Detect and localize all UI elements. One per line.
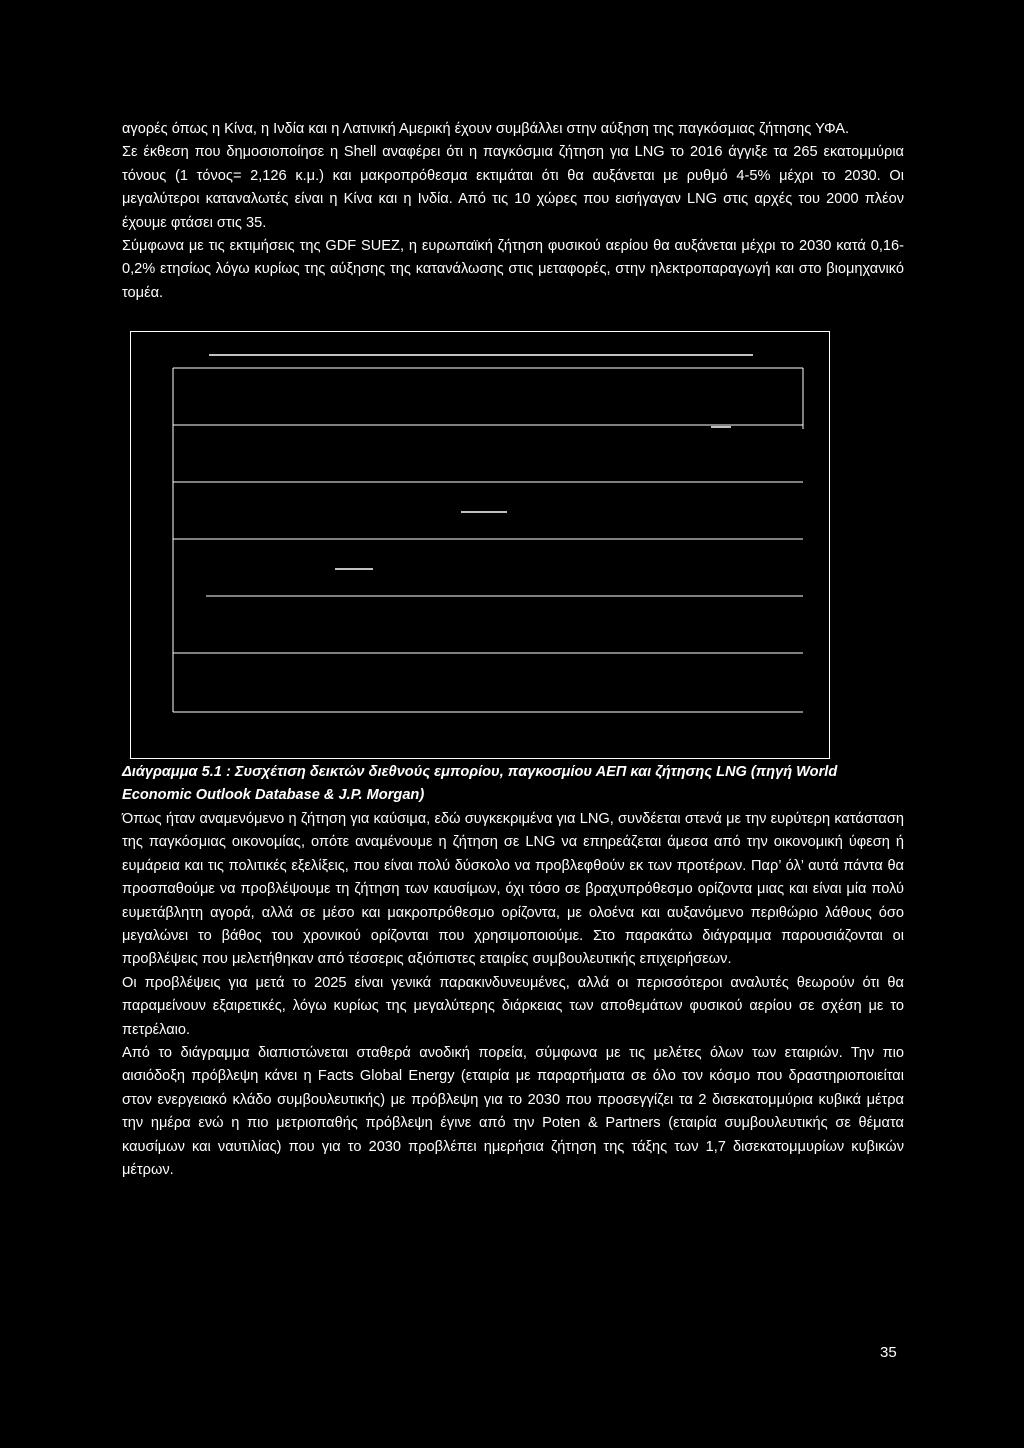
intro-text [122,118,904,305]
paragraph: Από το διάγραμμα διαπιστώνεται σταθερά ανοδική πορεία, σύμφωνα με τις μελέτες όλων των εταιριών. Την πιο αισιόδοξη πρόβλεψη κάνει η Facts Global Energy (εταιρία με παραρτήματα σε όλο τον κόσμο που δραστηριοποιείται στον ενεργειακό κλάδο συμβουλευτικής) με πρόβλεψη για το 2030 που προσεγγίζει τα 2 δισεκατομμύρια κυβικά μέτρα την ημέρα ενώ η πιο μετριοπαθής πρόβλεψη έγινε από την Poten & Partners (εταιρία συμβουλευτικής σε θέματα καυσίμων και ναυτιλίας) που για το 2030 προβλέπει ημερήσια ζήτηση της τάξης των 1,7 δισεκατομμυρίων κυβικών μέτρων. [122,1045,904,1179]
paragraph: Σε έκθεση που δημοσιοποίησε η Shell αναφέρει ότι η παγκόσμια ζήτηση για LNG το 2016 άγγιξε τα 265 εκατομμύρια τόνους (1 τόνος= 2,126 κ.μ.) και μακροπρόθεσμα εκτιμάται ότι θα αυξάνεται με ρυθμό 4-5% μέχρι το 2030. Οι μεγαλύτεροι καταναλωτές είναι η Κίνα και η Ινδία. Από τις 10 χώρες που εισήγαγαν LNG στις αρχές του 2000 πλέον έχουμε φτάσει στις 35. [122,144,904,231]
chart-plot [131,332,831,760]
chart-frame [130,331,830,759]
paragraph: Οι προβλέψεις για μετά το 2025 είναι γενικά παρακινδυνευμένες, αλλά οι περισσότεροι αναλυτές θεωρούν ότι θα παραμείνουν εξαιρετικές, λόγω κυρίως της μεγαλύτερης διάρκειας των αποθεμάτων φυσικού αερίου σε σχέση με το πετρέλαιο. [122,974,904,1038]
body-text [122,808,904,1183]
chart-caption: Διάγραμμα 5.1 : Συσχέτιση δεικτών διεθνούς εμπορίου, παγκοσμίου ΑΕΠ και ζήτησης LNG (πηγή World Economic Outlook Database & J.P. Morgan) [122,764,838,804]
paragraph: Σύμφωνα με τις εκτιμήσεις της GDF SUEZ, η ευρωπαϊκή ζήτηση φυσικού αερίου θα αυξάνεται μέχρι το 2030 κατά 0,16-0,2% ετησίως λόγω κυρίως της αύξησης της κατανάλωσης στις μεταφορές, στην ηλεκτροπαραγωγή και στο βιομηχανικό τομέα. [122,238,904,301]
page-number: 35 [880,1344,897,1361]
paragraph: αγορές όπως η Κίνα, η Ινδία και η Λατινική Αμερική έχουν συμβάλλει στην αύξηση της παγκόσμιας ζήτησης ΥΦΑ. [122,121,849,137]
paragraph: Όπως ήταν αναμενόμενο η ζήτηση για καύσιμα, εδώ συγκεκριμένα για LNG, συνδέεται στενά με την ευρύτερη κατάσταση της παγκόσμιας οικονομίας, οπότε αναμένουμε η ζήτηση σε LNG να επηρεάζεται άμεσα από την οικονομική ύφεση ή ευμάρεια και τις πολιτικές εξελίξεις, που είναι πολύ δύσκολο να προβλεφθούν εκ των προτέρων. Παρ’ όλ’ αυτά πάντα θα προσπαθούμε να προβλέψουμε τη ζήτηση των καυσίμων, όχι τόσο σε βραχυπρόθεσμο ορίζοντα μιας και είναι μία πολύ ευμετάβλητη αγορά, αλλά σε μέσο και μακροπρόθεσμο ορίζοντα, με ολοένα και αυξανόμενο περιθώριο λάθους όσο μεγαλώνει το βάθος του χρονικού ορίζονται που χρησιμοποιούμε. Στο παρακάτω διάγραμμα παρουσιάζονται οι προβλέψεις που μελετήθηκαν από τέσσερις αξιόπιστες εταιρίες συμβουλευτικής επιχειρήσεων. [122,811,904,968]
